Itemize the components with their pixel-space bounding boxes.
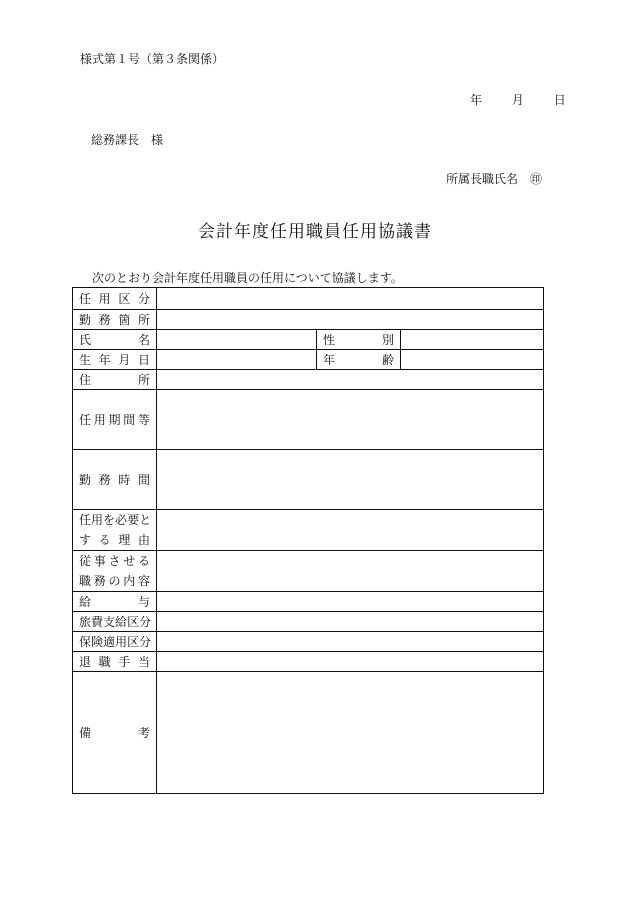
label-duty (73, 551, 157, 592)
row-travel (73, 612, 544, 632)
label-period (73, 390, 157, 450)
row-duty (73, 551, 544, 592)
label-address (73, 370, 157, 390)
label-gender (317, 330, 401, 350)
field-gender[interactable] (401, 330, 544, 350)
sender-signature: 所属長職氏名 ㊞ (446, 172, 543, 186)
date-day: 日 (553, 93, 566, 107)
field-name[interactable] (157, 330, 317, 350)
label-text: 氏 名 (79, 333, 150, 347)
row-birthdate-age (73, 350, 544, 370)
label-remarks (73, 672, 157, 794)
date-year: 年 (470, 93, 483, 107)
label-text: 退 職 手 当 (79, 655, 150, 669)
field-remarks[interactable] (157, 672, 544, 794)
row-appointment-type (73, 288, 544, 310)
row-period (73, 390, 544, 450)
label-name (73, 330, 157, 350)
label-travel (73, 612, 157, 632)
label-text: 勤 務 時 間 (79, 473, 150, 487)
field-hours[interactable] (157, 450, 544, 510)
field-age[interactable] (401, 350, 544, 370)
consultation-form-table (72, 287, 544, 794)
label-retirement (73, 652, 157, 672)
field-reason[interactable] (157, 510, 544, 551)
label-insurance (73, 632, 157, 652)
label-text: 生 年 月 日 (79, 353, 150, 367)
field-insurance[interactable] (157, 632, 544, 652)
label-text: 住 所 (79, 373, 150, 387)
label-text: 性 別 (323, 333, 394, 347)
row-hours (73, 450, 544, 510)
label-age (317, 350, 401, 370)
label-text: 給 与 (79, 595, 150, 609)
field-retirement[interactable] (157, 652, 544, 672)
label-salary (73, 592, 157, 612)
label-text: 保 険 適 用 区 分 (79, 635, 152, 649)
label-text: 備 考 (79, 726, 150, 740)
row-insurance (73, 632, 544, 652)
row-retirement (73, 652, 544, 672)
label-hours (73, 450, 157, 510)
field-appointment-type[interactable] (157, 288, 544, 310)
label-text-line1: 従 事 さ せ る (79, 554, 150, 568)
label-text: 任 用 期 間 等 (79, 413, 150, 427)
date-line (470, 91, 566, 108)
label-text: 年 齢 (323, 353, 394, 367)
row-salary (73, 592, 544, 612)
document-title: 会計年度任用職員任用協議書 (198, 222, 432, 242)
field-travel[interactable] (157, 612, 544, 632)
field-period[interactable] (157, 390, 544, 450)
addressee: 総務課長 様 (91, 133, 164, 147)
label-text: 旅 費 支 給 区 分 (79, 615, 152, 629)
field-birthdate[interactable] (157, 350, 317, 370)
row-address (73, 370, 544, 390)
label-workplace (73, 310, 157, 330)
date-month: 月 (511, 93, 524, 107)
row-name-gender (73, 330, 544, 350)
field-duty[interactable] (157, 551, 544, 592)
label-text: 勤 務 箇 所 (79, 313, 150, 327)
field-address[interactable] (157, 370, 544, 390)
label-text-line2: す る 理 由 (79, 533, 150, 547)
label-text-line1: 任 用 を 必 要 と (79, 513, 152, 527)
row-reason (73, 510, 544, 551)
intro-text: 次のとおり会計年度任用職員の任用について協議します。 (92, 271, 403, 285)
form-number: 様式第１号（第３条関係） (80, 52, 225, 66)
label-appointment-type (73, 288, 157, 310)
label-birthdate (73, 350, 157, 370)
field-salary[interactable] (157, 592, 544, 612)
row-remarks (73, 672, 544, 794)
label-reason (73, 510, 157, 551)
row-workplace (73, 310, 544, 330)
label-text-line2: 職 務 の 内 容 (79, 574, 150, 588)
field-workplace[interactable] (157, 310, 544, 330)
label-text: 任 用 区 分 (79, 292, 150, 306)
